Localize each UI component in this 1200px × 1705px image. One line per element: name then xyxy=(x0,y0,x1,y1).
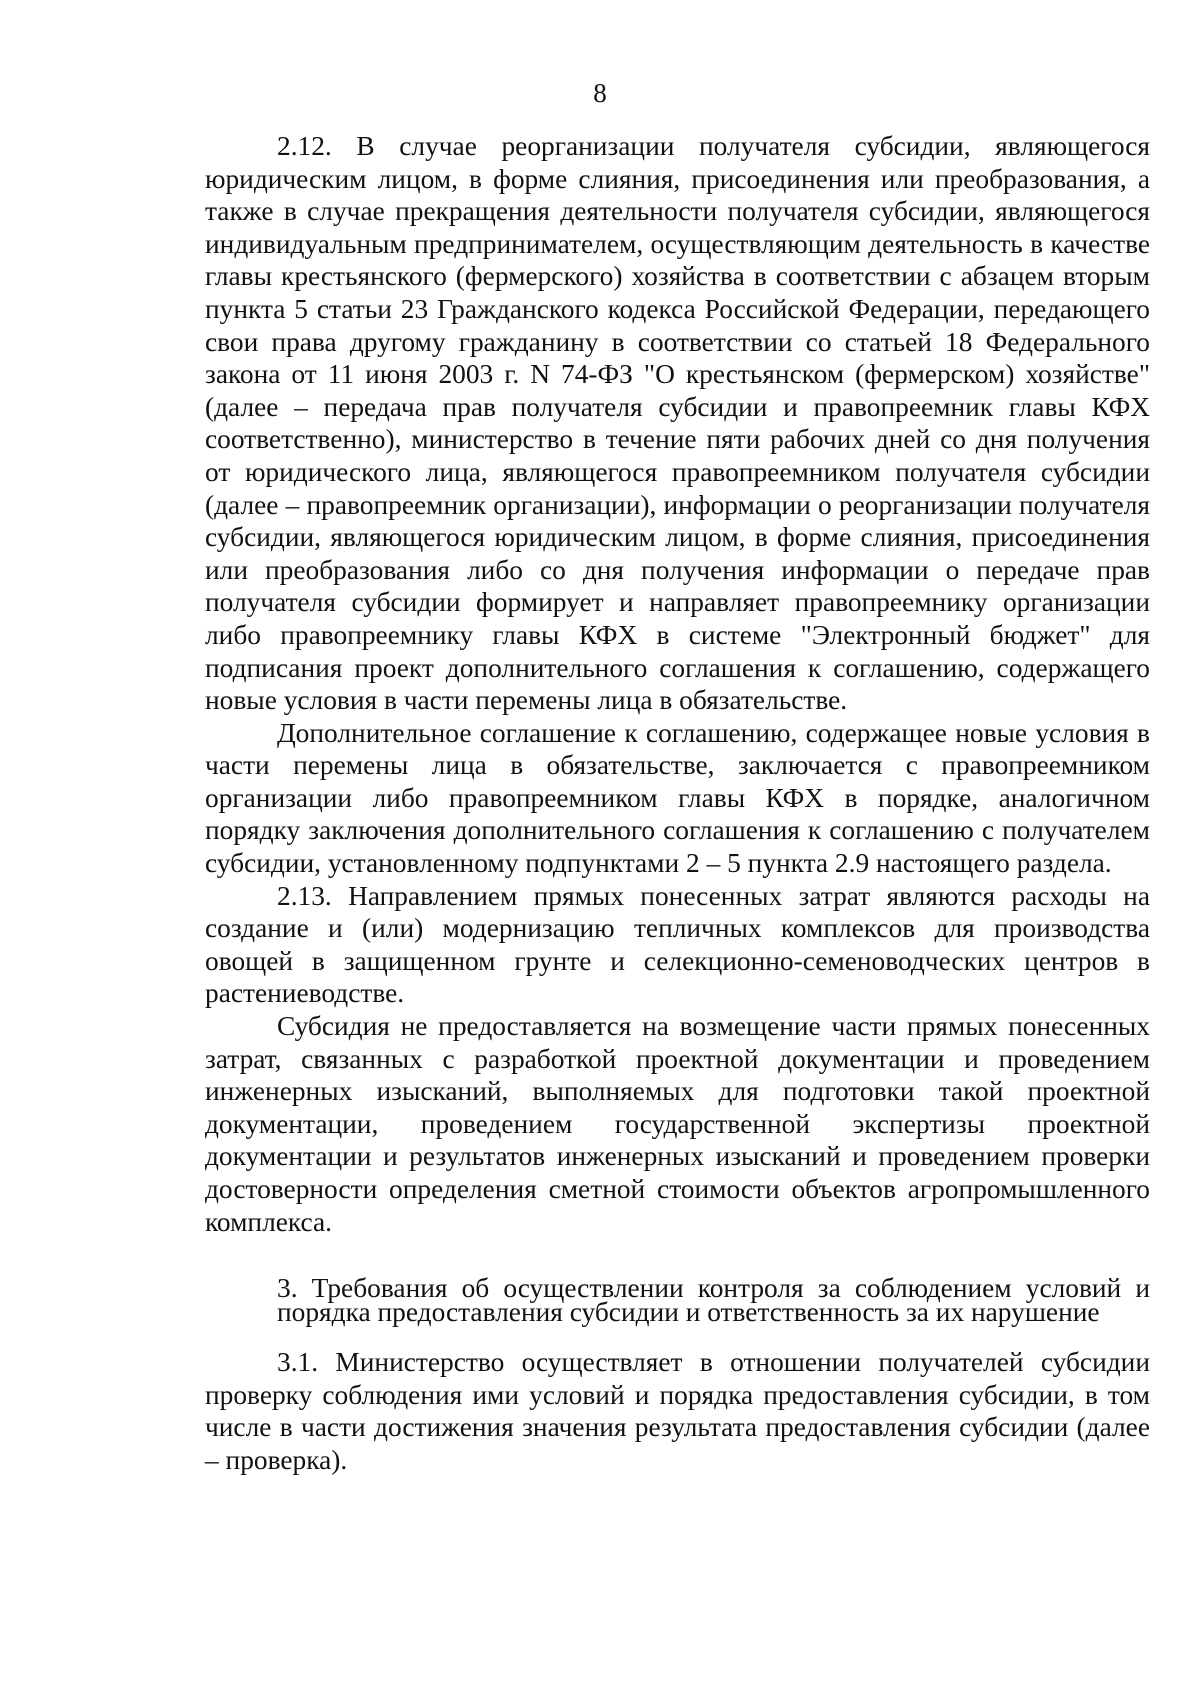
paragraph-3-1: 3.1. Министерство осуществляет в отношении получателей субсидии проверку соблюдения ими условий и порядка предоставления субсидии, в том числе в части достижения значения результата предоставления субсидии (далее – проверка). xyxy=(205,1347,1150,1475)
paragraph-2-13: 2.13. Направлением прямых понесенных затрат являются расходы на создание и (или) модернизацию тепличных комплексов для производства овощей в защищенном грунте и селекционно-семеноводческих центров в растениеводстве. xyxy=(205,880,1150,1009)
section-3-heading: 3. Требования об осуществлении контроля за соблюдением условий и порядка предоставления субсидии и ответственность за их нарушение xyxy=(277,1273,1150,1328)
paragraph-additional-agreement: Дополнительное соглашение к соглашению, содержащее новые условия в части перемены лица в обязательстве, заключается с правопреемником организации либо правопреемником главы КФХ в порядке, аналогичном порядку заключения дополнительного соглашения к соглашению с получателем субсидии, установленному подпунктами 2 – 5 пункта 2.9 настоящего раздела. xyxy=(205,717,1150,879)
document-body xyxy=(205,130,1150,1477)
page-number: 8 xyxy=(593,78,607,108)
paragraph-2-12: 2.12. В случае реорганизации получателя субсидии, являющегося юридическим лицом, в форме слияния, присоединения или преобразования, а также в случае прекращения деятельности получателя субсидии, являющегося индивидуальным предпринимателем, осуществляющим деятельность в качестве главы крестьянского (фермерского) хозяйства в соответствии с абзацем вторым пункта 5 статьи 23 Гражданского кодекса Российской Федерации, передающего свои права другому гражданину в соответствии со статьей 18 Федерального закона от 11 июня 2003 г. N 74-ФЗ "О крестьянском (фермерском) хозяйстве" (далее – передача прав получателя субсидии и правопреемник главы КФХ соответственно), министерство в течение пяти рабочих дней со дня получения от юридического лица, являющегося правопреемником получателя субсидии (далее – правопреемник организации), информации о реорганизации получателя субсидии, являющегося юридическим лицом, в форме слияния, присоединения или преобразования либо со дня получения информации о передаче прав получателя субсидии формирует и направляет правопреемнику организации либо правопреемнику главы КФХ в системе "Электронный бюджет" для подписания проект дополнительного соглашения к соглашению, содержащего новые условия в части перемены лица в обязательстве. xyxy=(205,131,1150,716)
paragraph-subsidy-exclusion: Субсидия не предоставляется на возмещение части прямых понесенных затрат, связанных с разработкой проектной документации и проведением инженерных изысканий, выполняемых для подготовки такой проектной документации, проведением государственной экспертизы проектной документации и результатов инженерных изысканий и проведением проверки достоверности определения сметной стоимости объектов агропромышленного комплекса. xyxy=(205,1011,1150,1237)
